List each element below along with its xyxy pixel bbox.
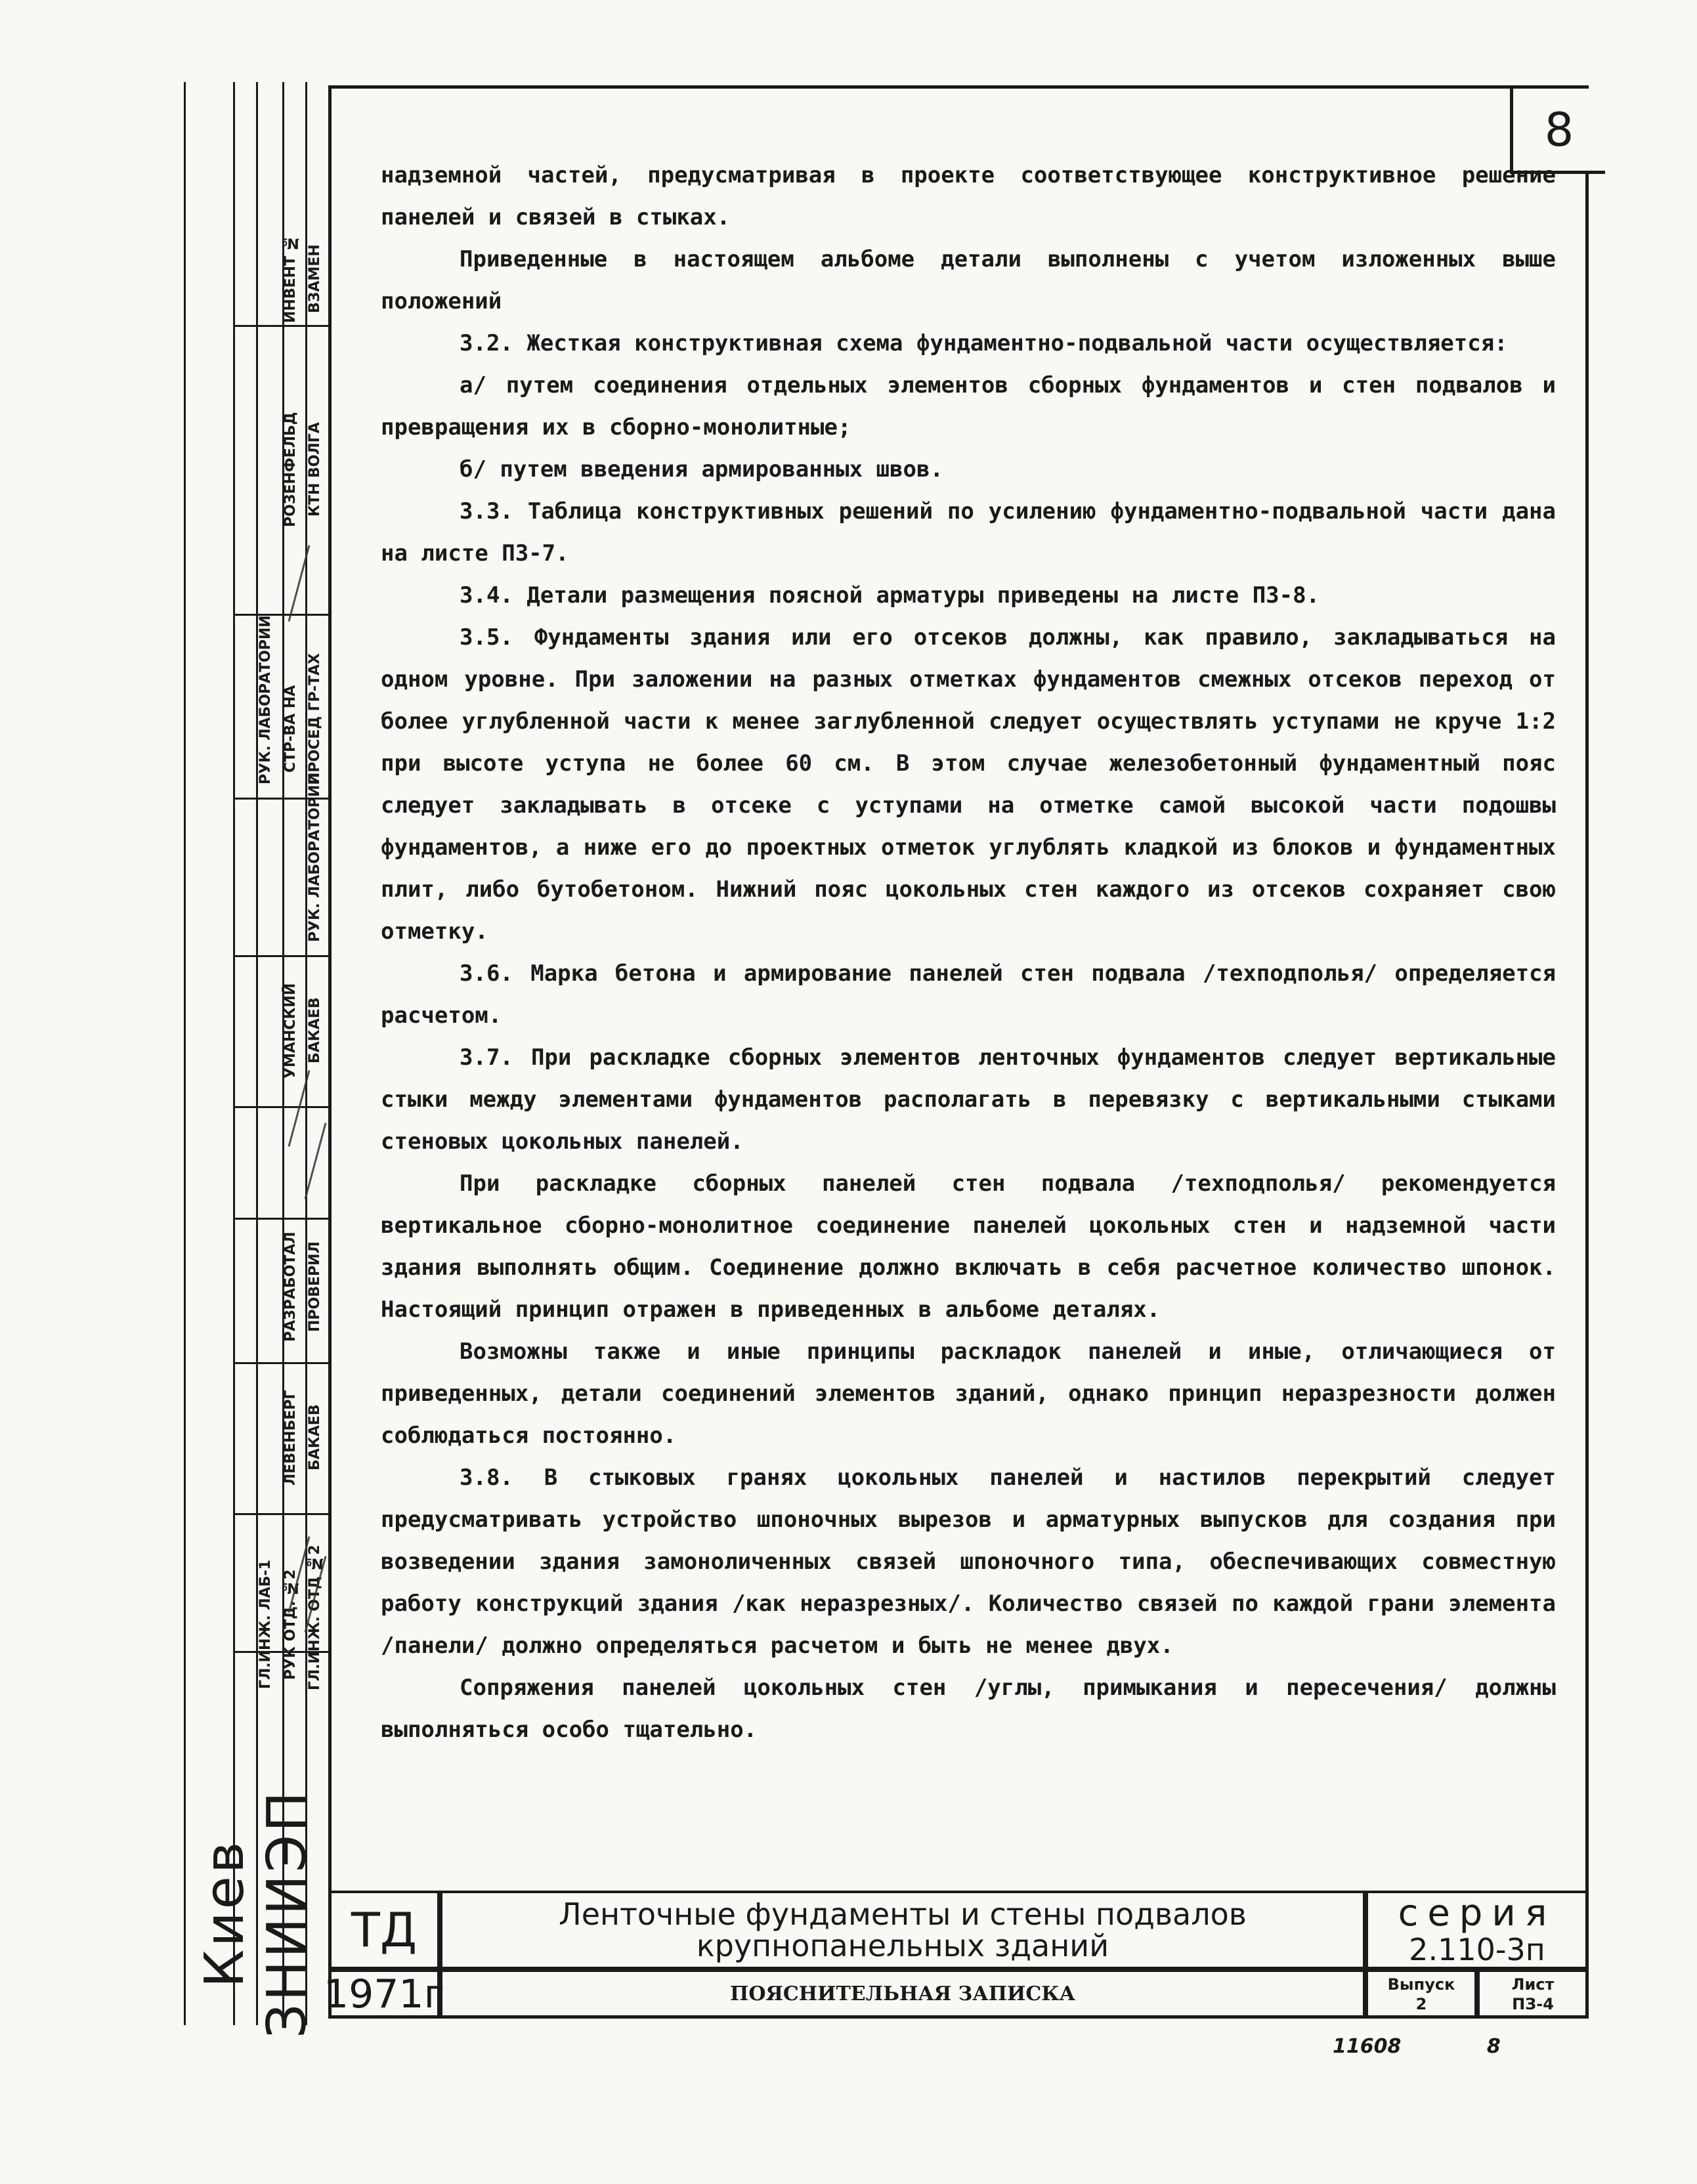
- body-paragraph: б/ путем введения армированных швов.: [460, 456, 943, 482]
- body-paragraph: надземной частей, предусматривая в проекте соответствующее конструктивное решение панелей и связей в стыках.: [381, 162, 1556, 230]
- explanatory-note-text: [381, 154, 1556, 1751]
- body-paragraph: Приведенные в настоящем альбоме детали выполнены с учетом изложенных выше положений: [381, 246, 1556, 314]
- stamp-label: РУК ОТД. №2: [282, 1569, 299, 1681]
- stamp-label: ГЛ.ИНЖ. ЛАБ-1: [257, 1560, 274, 1690]
- stamp-label: БАКАЕВ: [307, 1404, 323, 1471]
- stamp-row-line: [233, 1362, 328, 1364]
- footer-notes: [1333, 2035, 1579, 2058]
- body-paragraph: 3.4. Детали размещения поясной арматуры приведены на листе ПЗ-8.: [460, 582, 1320, 609]
- footer-note-archive: 11608: [1333, 2035, 1402, 2058]
- body-paragraph: а/ путем соединения отдельных элементов сборных фундаментов и стен подвалов и превращения их в сборно-монолитные;: [381, 372, 1556, 440]
- body-paragraph: 3.6. Марка бетона и армирование панелей стен подвала /техподполья/ определяется расчетом.: [381, 960, 1556, 1029]
- stamp-row-line: [233, 1218, 328, 1220]
- title-block-org: ТД: [328, 1891, 440, 1969]
- stamp-label: ПРОСЕД ГР-ТАХ: [307, 653, 323, 784]
- sheet-number: 8: [1544, 102, 1574, 157]
- stamp-row-line: [233, 325, 328, 327]
- stamp-border: [184, 82, 186, 2025]
- signature-mark: [305, 1123, 327, 1199]
- body-paragraph: 3.2. Жесткая конструктивная схема фундаментно-подвальной части осуществляется:: [460, 330, 1508, 356]
- title-line-2: крупнопанельных зданий: [696, 1928, 1109, 1963]
- issue-label: Выпуск: [1387, 1975, 1455, 1994]
- series-box: [1365, 1891, 1589, 1969]
- body-paragraph: 3.5. Фундаменты здания или его отсеков должны, как правило, закладываться на одном уровне. При заложении на разных отметках фундаментов смежных отсеков переход от более углубленной части к менее заглубленной следует осуществлять уступами не круче 1:2 при высоте уступа не более 60 см. В этом случае железобетонный фундаментный пояс следует закладывать в отсеке с уступами на отметке самой высокой части подошвы фундаментов, а ниже его до проектных отметок углублять кладкой из блоков и фундаментных плит, либо бутобетоном. Нижний пояс цокольных стен каждого из отсеков сохраняет свою отметку.: [381, 624, 1556, 945]
- stamp-row-line: [233, 955, 328, 957]
- document-name: ПОЯСНИТЕЛЬНАЯ ЗАПИСКА: [440, 1969, 1365, 2019]
- body-paragraph: 3.8. В стыковых гранях цокольных панелей и настилов перекрытий следует предусматривать устройство шпоночных вырезов и арматурных выпусков для создания при возведении здания замоноличенных связей шпоночного типа, обеспечивающих совместную работу конструкций здания /как неразрезных/. Количество связей по каждой грани элемента /панели/ должно определяться расчетом и быть не менее двух.: [381, 1465, 1556, 1659]
- body-paragraph: При раскладке сборных панелей стен подвала /техподполья/ рекомендуется вертикальное сборно-монолитное соединение панелей цокольных стен и надземной части здания выполнять общим. Соединение должно включать в себя расчетное количество шпонок. Настоящий принцип отражен в приведенных в альбоме деталях.: [381, 1170, 1556, 1323]
- title-block-title: [440, 1891, 1365, 1969]
- title-block: [323, 1891, 1589, 2019]
- approval-stamp-column: [184, 82, 330, 2038]
- stamp-label: ВЗАМЕН: [307, 244, 323, 314]
- stamp-label: РАЗРАБОТАЛ: [282, 1231, 299, 1342]
- stamp-row-line: [233, 614, 328, 616]
- stamp-label: ГЛ.ИНЖ. ОТД №2: [307, 1545, 323, 1690]
- body-paragraph: 3.3. Таблица конструктивных решений по усилению фундаментно-подвальной части дана на листе ПЗ-7.: [381, 498, 1556, 567]
- stamp-label: КТН ВОЛГА: [307, 422, 323, 517]
- issue-box: [1365, 1969, 1477, 2019]
- stamp-label: РОЗЕНФЕЛЬД: [282, 412, 299, 527]
- stamp-label: ИНВЕНТ №: [282, 234, 299, 324]
- issue-value: 2: [1415, 1994, 1427, 2013]
- stamp-row-line: [233, 1106, 328, 1108]
- sheet-box: [1477, 1969, 1589, 2019]
- organization-stamp: Киев ЗНИИЭП: [194, 1789, 318, 2038]
- body-paragraph: Сопряжения панелей цокольных стен /углы, примыкания и пересечения/ должны выполняться особо тщательно.: [381, 1675, 1556, 1743]
- series-value: 2.110-3п: [1409, 1932, 1545, 1967]
- series-label: серия: [1398, 1892, 1557, 1935]
- body-paragraph: 3.7. При раскладке сборных элементов ленточных фундаментов следует вертикальные стыки между элементами фундаментов располагать в перевязку с вертикальными стыками стеновых цокольных панелей.: [381, 1044, 1556, 1155]
- title-line-1: Ленточные фундаменты и стены подвалов: [559, 1896, 1247, 1932]
- title-block-year: 1971г: [328, 1969, 440, 2019]
- footer-note-page: 8: [1486, 2035, 1501, 2058]
- stamp-label: РУК. ЛАБОРАТОРИИ: [257, 615, 274, 784]
- stamp-label: УМАНСКИЙ: [282, 983, 299, 1079]
- stamp-label: СТР-ВА НА: [282, 685, 299, 773]
- stamp-label: РУК. ЛАБОРАТОРИИ: [307, 773, 323, 942]
- stamp-label: ЛЕВЕНБЕРГ: [282, 1390, 299, 1486]
- stamp-label: БАКАЕВ: [307, 997, 323, 1064]
- stamp-divider: [256, 82, 258, 2025]
- body-paragraph: Возможны также и иные принципы раскладок панелей и иные, отличающиеся от приведенных, детали соединений элементов зданий, однако принцип неразрезности должен соблюдаться постоянно.: [381, 1338, 1556, 1449]
- sheet-value: ПЗ-4: [1512, 1994, 1554, 2013]
- stamp-label: ПРОВЕРИЛ: [307, 1241, 323, 1332]
- sheet-label: Лист: [1511, 1975, 1555, 1994]
- stamp-row-line: [233, 1513, 328, 1515]
